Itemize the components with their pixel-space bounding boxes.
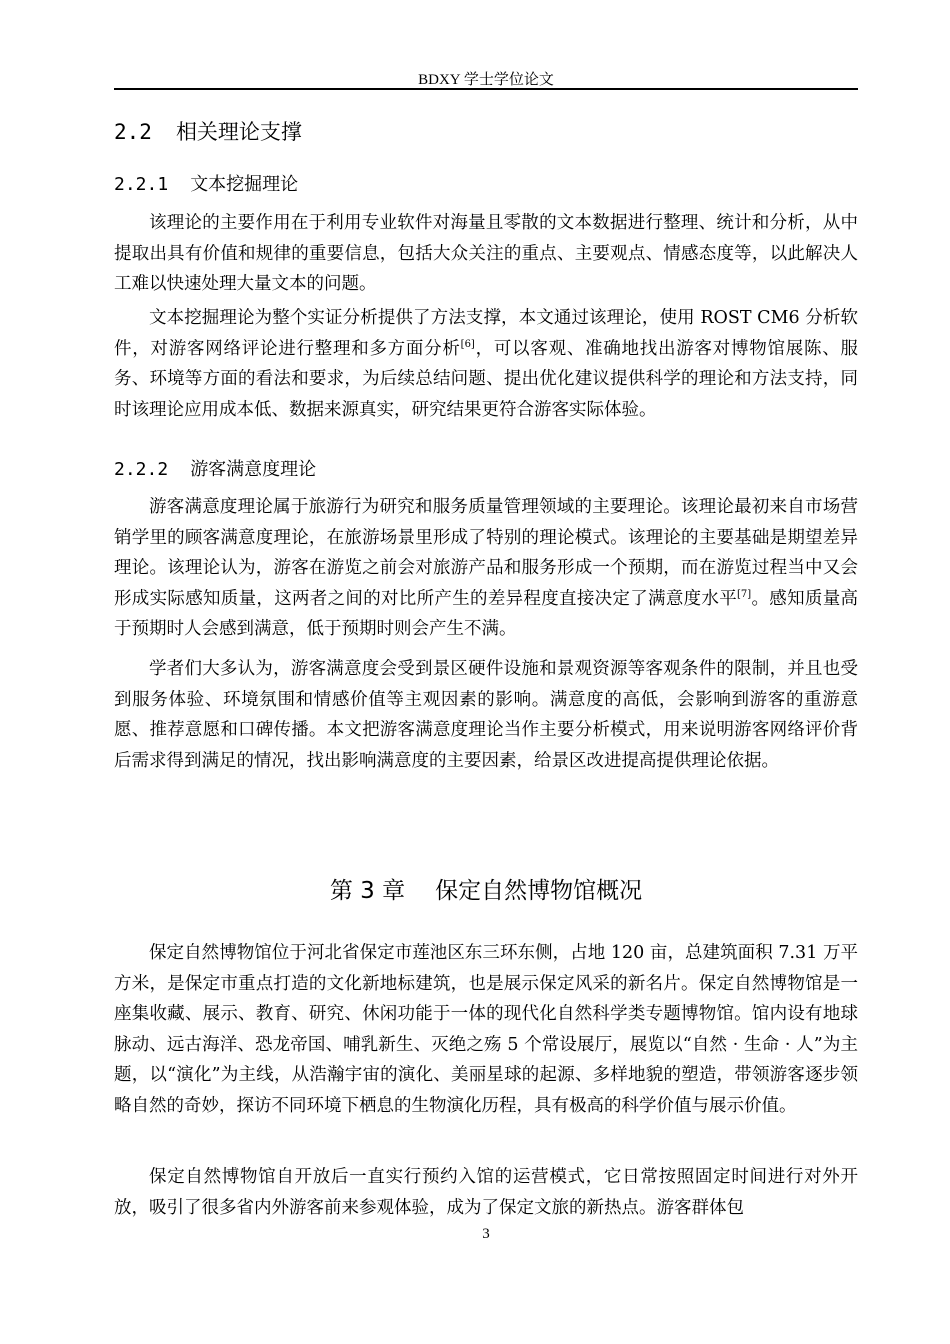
- running-header: BDXY 学士学位论文: [418, 72, 554, 88]
- chapter-title: 保定自然博物馆概况: [435, 878, 643, 904]
- paragraph-text: 游客满意度理论属于旅游行为研究和服务质量管理领域的主要理论。该理论最初来自市场营销学里的顾客满意度理论，在旅游场景里形成了特别的理论模式。该理论的主要基础是期望差异理论。该理论认为，游客在游览之前会对旅游产品和服务形成一个预期，而在游览过程当中又会形成实际感知质量，这两者之间的对比所产生的差异程度直接决定了满意度水平: [114, 497, 858, 609]
- section-title: 相关理论支撑: [175, 120, 302, 144]
- subsection-number: 2.2.2: [114, 459, 169, 480]
- paragraph-text: 文本挖掘理论为整个实证分析提供了方法支撑，本文通过该理论，使用 ROST CM6 分析软件，对游客网络评论进行整理和多方面分析: [114, 308, 858, 359]
- citation-ref: [7]: [737, 588, 752, 600]
- section-heading-2-2-1: [114, 170, 298, 196]
- section-heading-2-2-2: [114, 455, 316, 481]
- paragraph-text: ，可以客观、准确地找出游客对博物馆展陈、服务、环境等方面的看法和要求，为后续总结问题、提出优化建议提供科学的理论和方法支持，同时该理论应用成本低、数据来源真实，研究结果更符合游客实际体验。: [114, 338, 859, 420]
- subsection-number: 2.2.1: [114, 174, 169, 195]
- section-heading-2-2: [114, 116, 302, 146]
- page-number: 3: [482, 1226, 490, 1242]
- subsection-title: 游客满意度理论: [190, 459, 317, 480]
- chapter-label: 第 3 章: [329, 878, 406, 904]
- paragraph-text: 。感知质量高于预期时人会感到满意，低于预期时则会产生不满。: [114, 588, 859, 639]
- section-number: 2.2: [114, 120, 152, 144]
- citation-ref: [6]: [460, 338, 475, 350]
- paragraph-satisfaction-1: [114, 492, 858, 645]
- subsection-title: 文本挖掘理论: [190, 174, 299, 195]
- paragraph-satisfaction-2: 学者们大多认为，游客满意度会受到景区硬件设施和景观资源等客观条件的限制，并且也受到服务体验、环境氛围和情感价值等主观因素的影响。满意度的高低，会影响到游客的重游意愿、推荐意愿和口碑传播。本文把游客满意度理论当作主要分析模式，用来说明游客网络评价背后需求得到满足的情况，找出影响满意度的主要因素，给景区改进提高提供理论依据。: [114, 659, 858, 771]
- paragraph-museum-1: 保定自然博物馆位于河北省保定市莲池区东三环东侧，占地 120 亩，总建筑面积 7.31 万平方米，是保定市重点打造的文化新地标建筑，也是展示保定风采的新名片。保定自然博物馆是一座集收藏、展示、教育、研究、休闲功能于一体的现代化自然科学类专题博物馆。馆内设有地球脉动、远古海洋、恐龙帝国、哺乳新生、灭绝之殇 5 个常设展厅，展览以“自然 · 生命 · 人”为主题，以“演化”为主线，从浩瀚宇宙的演化、美丽星球的起源、多样地貌的塑造，带领游客逐步领略自然的奇妙，探访不同环境下栖息的生物演化历程，具有极高的科学价值与展示价值。: [114, 943, 858, 1116]
- header-rule: [114, 88, 858, 90]
- paragraph-museum-2: 保定自然博物馆自开放后一直实行预约入馆的运营模式，它日常按照固定时间进行对外开放，吸引了很多省内外游客前来参观体验，成为了保定文旅的新热点。游客群体包: [114, 1167, 858, 1218]
- chapter-heading: [114, 872, 858, 905]
- paragraph-text-mining-2: [114, 303, 858, 425]
- paragraph-text-mining-1: 该理论的主要作用在于利用专业软件对海量且零散的文本数据进行整理、统计和分析，从中提取出具有价值和规律的重要信息，包括大众关注的重点、主要观点、情感态度等，以此解决人工难以快速处理大量文本的问题。: [114, 213, 858, 294]
